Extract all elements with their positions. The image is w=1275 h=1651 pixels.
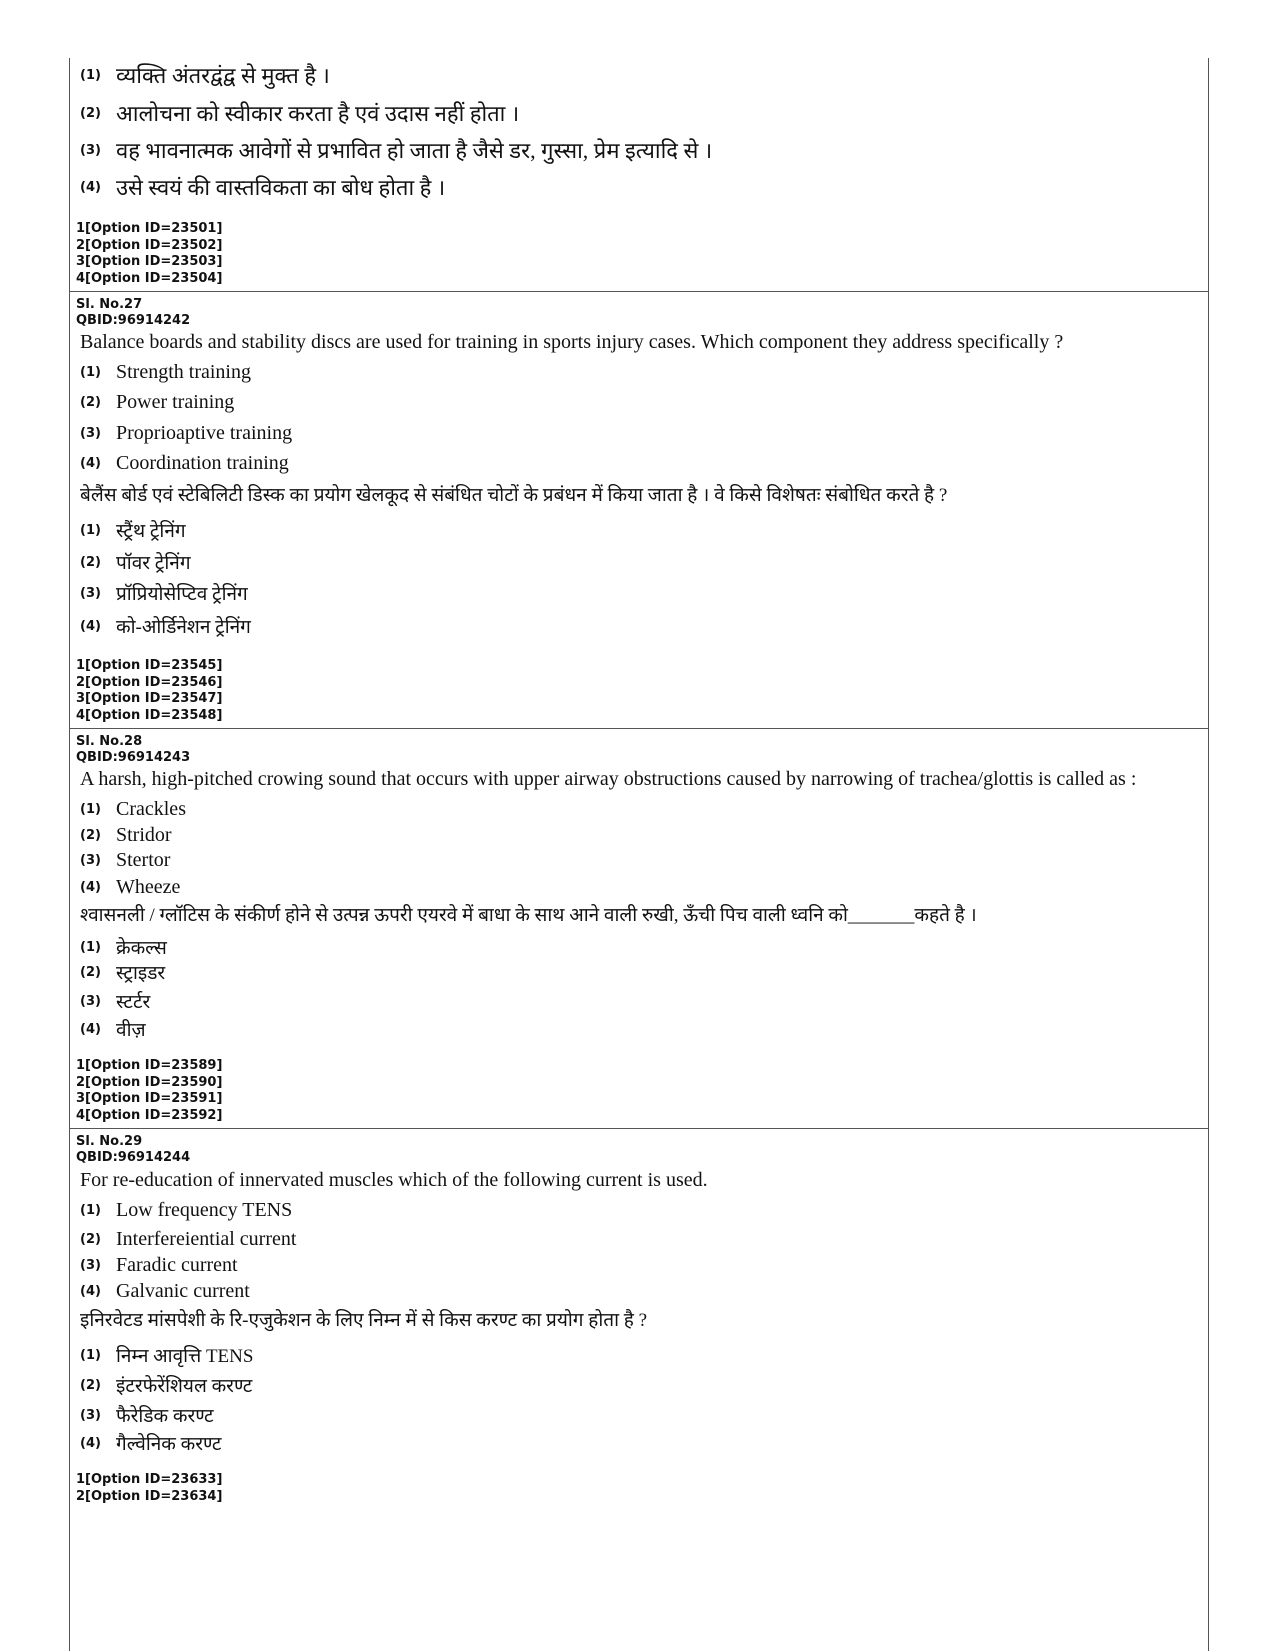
q28-question-en: A harsh, high-pitched crowing sound that occurs with upper airway obstructions caused by narrowing of trachea/glottis is called as : (80, 768, 1137, 790)
q26-option-ids: 1[Option ID=23501] 2[Option ID=23502] 3[Option ID=23503] 4[Option ID=23504] (76, 221, 223, 286)
q27-option-hi-1: (1) स्ट्रैंथ ट्रेनिंग (80, 521, 186, 542)
q28-sl-no: Sl. No.28 (76, 734, 143, 749)
question-paper-page (69, 58, 1209, 1651)
q29-option-hi-3: (3) फैरेडिक करण्ट (80, 1406, 214, 1427)
q26-option-hi-4: (4) उसे स्वयं की वास्तविकता का बोध होता है । (80, 175, 446, 200)
q29-option-en-3: (3) Faradic current (80, 1254, 238, 1276)
question-divider (70, 1128, 1208, 1129)
q27-option-en-4: (4) Coordination training (80, 452, 289, 474)
q29-sl-no: Sl. No.29 (76, 1134, 143, 1149)
q27-option-en-1: (1) Strength training (80, 361, 251, 383)
q27-option-hi-2: (2) पॉवर ट्रेनिंग (80, 553, 191, 574)
q29-option-hi-4: (4) गैल्वेनिक करण्ट (80, 1434, 222, 1455)
q28-question-hi: श्वासनली / ग्लॉटिस के संकीर्ण होने से उत्पन्न ऊपरी एयरवे में बाधा के साथ आने वाली रुखी, ऊँची पिच वाली ध्वनि को_______कहते है । (80, 905, 977, 926)
q27-option-ids: 1[Option ID=23545] 2[Option ID=23546] 3[Option ID=23547] 4[Option ID=23548] (76, 658, 223, 723)
q26-option-hi-2: (2) आलोचना को स्वीकार करता है एवं उदास नहीं होता । (80, 101, 520, 126)
q26-option-hi-1: (1) व्यक्ति अंतरद्वंद्व से मुक्त है । (80, 63, 330, 88)
q27-sl-no: Sl. No.27 (76, 297, 143, 312)
q27-option-hi-3: (3) प्रॉप्रियोसेप्टिव ट्रेनिंग (80, 584, 248, 605)
q28-option-hi-1: (1) क्रेकल्स (80, 938, 167, 959)
q28-option-en-1: (1) Crackles (80, 798, 186, 820)
q28-option-hi-2: (2) स्ट्राइडर (80, 963, 166, 984)
q27-option-hi-4: (4) को-ओर्डिनेशन ट्रेनिंग (80, 617, 251, 638)
q27-option-en-3: (3) Proprioaptive training (80, 422, 293, 444)
q28-option-ids: 1[Option ID=23589] 2[Option ID=23590] 3[Option ID=23591] 4[Option ID=23592] (76, 1058, 223, 1123)
q29-option-ids: 1[Option ID=23633] 2[Option ID=23634] (76, 1472, 223, 1504)
q29-option-hi-2: (2) इंटरफेरेंशियल करण्ट (80, 1376, 253, 1397)
q29-option-en-1: (1) Low frequency TENS (80, 1199, 293, 1221)
q27-question-hi: बेलैंस बोर्ड एवं स्टेबिलिटी डिस्क का प्रयोग खेलकूद से संबंधित चोटों के प्रबंधन में किया जाता है । वे किसे विशेषतः संबोधित करते है ? (80, 485, 948, 506)
q29-option-en-2: (2) Interfereiential current (80, 1228, 297, 1250)
q28-option-en-2: (2) Stridor (80, 824, 172, 846)
q28-qbid: QBID:96914243 (76, 750, 191, 765)
q29-question-en: For re-education of innervated muscles which of the following current is used. (80, 1169, 708, 1191)
q27-qbid: QBID:96914242 (76, 313, 191, 328)
q29-option-en-4: (4) Galvanic current (80, 1280, 250, 1302)
q26-option-hi-3: (3) वह भावनात्मक आवेगों से प्रभावित हो जाता है जैसे डर, गुस्सा, प्रेम इत्यादि से । (80, 138, 713, 163)
question-divider (70, 291, 1208, 292)
q29-option-hi-1: (1) निम्न आवृत्ति TENS (80, 1346, 254, 1367)
q27-question-en: Balance boards and stability discs are used for training in sports injury cases. Which component they address specifically ? (80, 331, 1064, 353)
q27-option-en-2: (2) Power training (80, 391, 235, 413)
q29-question-hi: इनिरवेटड मांसपेशी के रि-एजुकेशन के लिए निम्न में से किस करण्ट का प्रयोग होता है ? (80, 1310, 648, 1331)
q28-option-en-3: (3) Stertor (80, 849, 171, 871)
q28-option-hi-3: (3) स्टर्टर (80, 992, 151, 1013)
q28-option-en-4: (4) Wheeze (80, 876, 181, 898)
question-divider (70, 728, 1208, 729)
q28-option-hi-4: (4) वीज़ (80, 1020, 146, 1041)
q29-qbid: QBID:96914244 (76, 1150, 191, 1165)
